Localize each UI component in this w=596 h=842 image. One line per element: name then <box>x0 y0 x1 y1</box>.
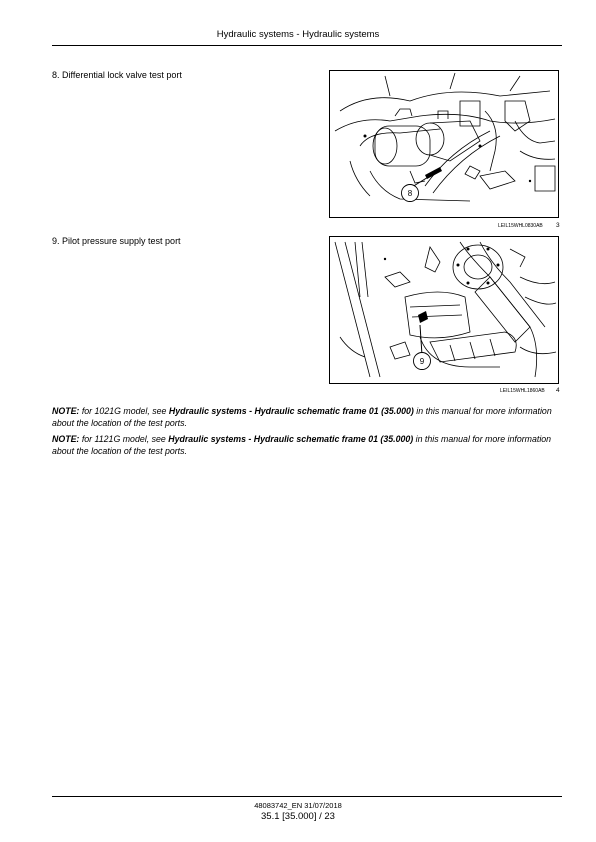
note-1021g-text-after: in this manual for more information about the location of the test ports. <box>52 406 552 428</box>
callout-8-text: 8 <box>407 189 413 198</box>
note-1121g <box>52 433 564 457</box>
footer-page-reference: 35.1 [35.000] / 23 <box>261 811 335 822</box>
note-1021g <box>52 405 564 429</box>
figure-4-code: LEIL15WHL1860AB <box>500 388 545 394</box>
note-1121g-reference-link[interactable]: Hydraulic systems - Hydraulic schematic frame 01 (35.000) <box>168 434 414 444</box>
note-1121g-text-after: in this manual for more information about the location of the test ports. <box>52 434 552 456</box>
illustration-differential-lock-valve <box>330 71 558 217</box>
footer-document-id: 48083742_EN 31/07/2018 <box>254 801 342 810</box>
note-1021g-reference-link[interactable]: Hydraulic systems - Hydraulic schematic frame 01 (35.000) <box>168 406 414 416</box>
note-1121g-text-before: for 1121G model, see <box>79 434 169 444</box>
note-1021g-text-before: for 1021G model, see <box>79 406 169 416</box>
figure-differential-lock-valve <box>329 70 559 218</box>
header-rule <box>52 45 562 46</box>
page-header-title: Hydraulic systems - Hydraulic systems <box>216 29 380 40</box>
figure-4-number: 4 <box>556 387 560 394</box>
figure-3-number: 3 <box>556 222 560 229</box>
step-8-label: 8. Differential lock valve test port <box>52 70 182 80</box>
footer-rule <box>52 796 562 797</box>
step-9-label: 9. Pilot pressure supply test port <box>52 236 181 246</box>
note-1121g-prefix: NOTE: <box>52 434 80 444</box>
illustration-pilot-pressure-supply <box>330 237 558 383</box>
figure-pilot-pressure-supply <box>329 236 559 384</box>
note-1021g-prefix: NOTE: <box>52 406 80 416</box>
figure-3-code: LEIL15WHL0830AB <box>498 223 543 229</box>
callout-9-text: 9 <box>419 357 425 366</box>
